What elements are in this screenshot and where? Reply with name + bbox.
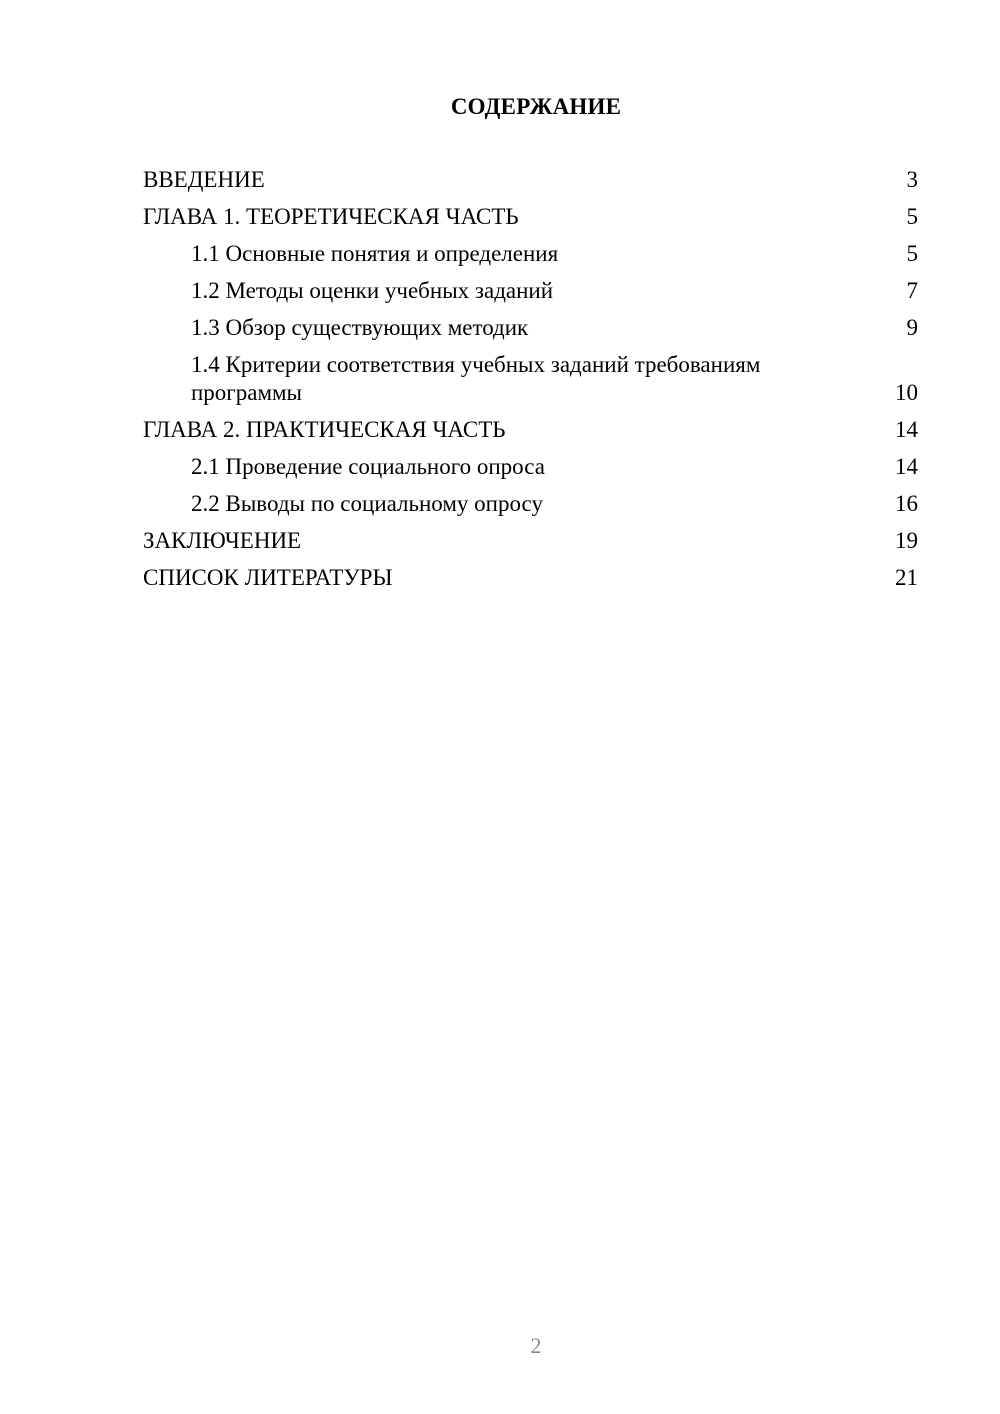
toc-entry-label: 2.1 Проведение социального опроса [191,454,545,479]
toc-entry-page-number: 10 [895,380,918,405]
toc-entry-label: 2.2 Выводы по социальному опросу [191,491,543,516]
table-of-contents [143,166,918,601]
toc-entry-page-number: 5 [906,204,918,229]
toc-entry-label: 1.2 Методы оценки учебных заданий [191,278,554,303]
toc-entry-page-number: 5 [906,241,918,266]
toc-entry-label: 1.4 Критерии соответствия учебных заданий требованиям программы [191,352,761,405]
toc-entry-page-number: 21 [895,565,918,590]
toc-entry-section-1-4[interactable] [143,351,918,407]
toc-entry-page-number: 14 [895,454,918,479]
toc-entry-section-2-2[interactable] [143,490,918,518]
toc-entry-label: СПИСОК ЛИТЕРАТУРЫ [143,565,393,590]
toc-entry-page-number: 19 [895,528,918,553]
toc-entry-section-1-1[interactable] [143,240,918,268]
toc-entry-label: 1.1 Основные понятия и определения [191,241,559,266]
toc-entry-page-number: 9 [906,315,918,340]
toc-entry-introduction[interactable] [143,166,918,194]
toc-entry-label: ГЛАВА 2. ПРАКТИЧЕСКАЯ ЧАСТЬ [143,417,506,442]
page-number: 2 [530,1333,542,1358]
toc-entry-page-number: 14 [895,417,918,442]
toc-entry-label: ГЛАВА 1. ТЕОРЕТИЧЕСКАЯ ЧАСТЬ [143,204,519,229]
toc-entry-conclusion[interactable] [143,527,918,555]
toc-entry-references[interactable] [143,564,918,592]
toc-entry-section-1-3[interactable] [143,314,918,342]
toc-entry-label: 1.3 Обзор существующих методик [191,315,529,340]
page-title: СОДЕРЖАНИЕ [450,94,622,119]
toc-entry-page-number: 3 [906,167,918,192]
toc-entry-page-number: 7 [906,278,918,303]
toc-entry-label: ВВЕДЕНИЕ [143,167,265,192]
toc-entry-page-number: 16 [895,491,918,516]
toc-entry-section-1-2[interactable] [143,277,918,305]
toc-entry-chapter-2[interactable] [143,416,918,444]
toc-entry-chapter-1[interactable] [143,203,918,231]
toc-entry-section-2-1[interactable] [143,453,918,481]
toc-entry-label: ЗАКЛЮЧЕНИЕ [143,528,302,553]
